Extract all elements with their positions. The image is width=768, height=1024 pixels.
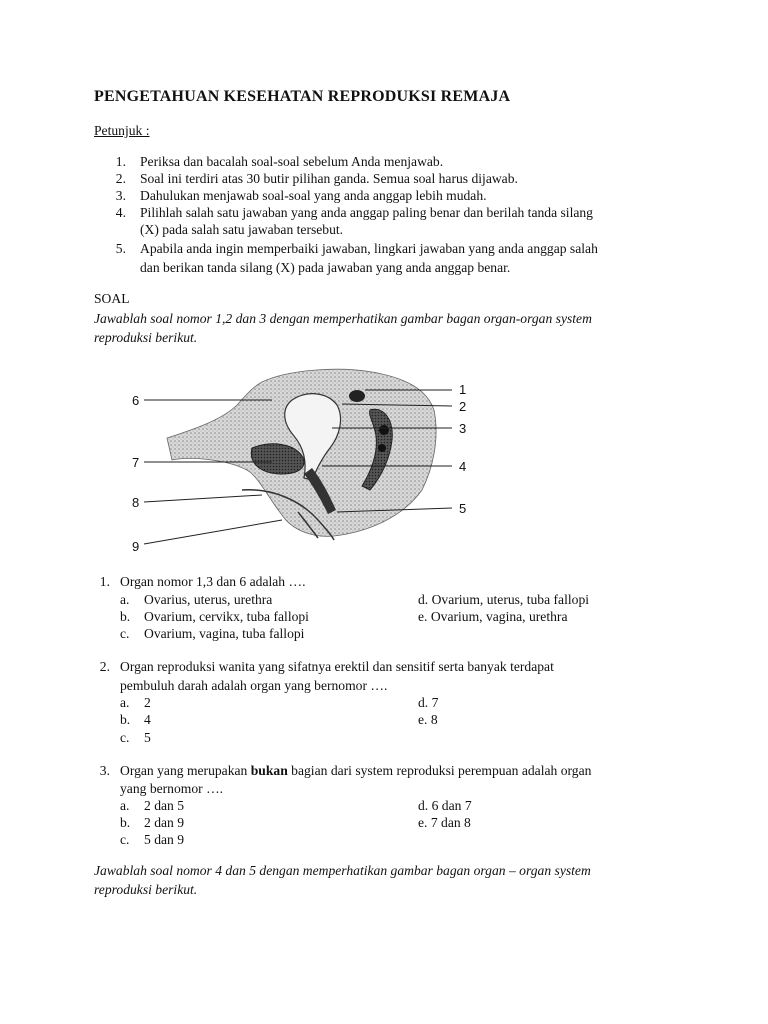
- option-e[interactable]: e. 7 dan 8: [418, 815, 471, 830]
- intro-text-2: Jawablah soal nomor 4 dan 5 dengan memperhatikan gambar bagan organ – organ system: [94, 863, 591, 878]
- question-text: yang bernomor ….: [120, 781, 224, 796]
- option-letter: a.: [120, 592, 130, 607]
- option-letter: a.: [120, 695, 130, 710]
- intro-text-2b: reproduksi berikut.: [94, 882, 198, 897]
- instruction-text: (X) pada salah satu jawaban tersebut.: [140, 222, 344, 237]
- diagram-label-8: 8: [132, 495, 140, 510]
- option-b[interactable]: Ovarium, cervikx, tuba fallopi: [144, 609, 309, 624]
- option-b[interactable]: 4: [144, 712, 151, 727]
- reproductive-organ-diagram: [122, 360, 482, 560]
- question-text: Organ reproduksi wanita yang sifatnya erektil dan sensitif serta banyak terdapat: [120, 659, 554, 674]
- intro-text-1b: reproduksi berikut.: [94, 330, 198, 345]
- option-d[interactable]: d. 7: [418, 695, 439, 710]
- instruction-number: 5.: [115, 241, 126, 256]
- option-a[interactable]: 2 dan 5: [144, 798, 185, 813]
- option-c[interactable]: 5: [144, 730, 151, 745]
- option-b[interactable]: 2 dan 9: [144, 815, 185, 830]
- option-d[interactable]: d. Ovarium, uterus, tuba fallopi: [418, 592, 590, 607]
- instruction-text: Periksa dan bacalah soal-soal sebelum Anda menjawab.: [140, 154, 444, 169]
- question-keyword: bukan: [250, 763, 288, 778]
- instruction-number: 2.: [115, 171, 126, 186]
- option-d[interactable]: d. 6 dan 7: [418, 798, 472, 813]
- diagram-label-2: 2: [459, 399, 467, 414]
- option-c[interactable]: 5 dan 9: [144, 832, 185, 847]
- option-a[interactable]: 2: [144, 695, 151, 710]
- diagram-label-5: 5: [459, 501, 467, 516]
- page-title: PENGETAHUAN KESEHATAN REPRODUKSI REMAJA: [94, 88, 511, 105]
- diagram-label-9: 9: [132, 539, 140, 554]
- question-number: 3.: [99, 763, 110, 778]
- intro-text-1: Jawablah soal nomor 1,2 dan 3 dengan memperhatikan gambar bagan organ-organ system: [94, 311, 592, 326]
- instruction-text: Soal ini terdiri atas 30 butir pilihan ganda. Semua soal harus dijawab.: [140, 171, 518, 186]
- instruction-number: 1.: [115, 154, 126, 169]
- question-number: 1.: [99, 574, 110, 589]
- option-e[interactable]: e. 8: [418, 712, 438, 727]
- instruction-number: 3.: [115, 188, 126, 203]
- option-c[interactable]: Ovarium, vagina, tuba fallopi: [144, 626, 305, 641]
- option-e[interactable]: e. Ovarium, vagina, urethra: [418, 609, 568, 624]
- soal-heading: SOAL: [94, 291, 130, 306]
- rectum-dot: [379, 425, 389, 435]
- diagram-label-6: 6: [132, 393, 140, 408]
- instruction-text: Dahulukan menjawab soal-soal yang anda anggap lebih mudah.: [140, 188, 487, 203]
- option-letter: b.: [120, 609, 131, 624]
- diagram-label-7: 7: [132, 455, 140, 470]
- diagram-label-1: 1: [459, 382, 467, 397]
- option-letter: b.: [120, 712, 131, 727]
- option-letter: c.: [120, 832, 130, 847]
- instruction-text: Pilihlah salah satu jawaban yang anda anggap paling benar dan berilah tanda silang: [140, 205, 593, 220]
- question-text-part: bagian dari system reproduksi perempuan adalah organ: [287, 763, 592, 778]
- diagram-label-4: 4: [459, 459, 467, 474]
- option-a[interactable]: Ovarius, uterus, urethra: [144, 592, 273, 607]
- question-number: 2.: [99, 659, 110, 674]
- rectum-dot: [378, 444, 386, 452]
- instructions-heading: Petunjuk :: [94, 123, 150, 138]
- option-letter: c.: [120, 626, 130, 641]
- diagram-label-3: 3: [459, 421, 467, 436]
- question-text: [120, 763, 591, 779]
- instruction-text: dan berikan tanda silang (X) pada jawaban yang anda anggap benar.: [140, 260, 511, 275]
- instruction-number: 4.: [115, 205, 126, 220]
- question-text-part: Organ yang merupakan: [120, 763, 251, 778]
- option-letter: b.: [120, 815, 131, 830]
- ovary-shape: [349, 390, 365, 402]
- instruction-text: Apabila anda ingin memperbaiki jawaban, lingkari jawaban yang anda anggap salah: [140, 241, 598, 256]
- option-letter: c.: [120, 730, 130, 745]
- body-section-shape: [167, 369, 436, 536]
- question-text: Organ nomor 1,3 dan 6 adalah ….: [120, 574, 306, 589]
- option-letter: a.: [120, 798, 130, 813]
- question-text: pembuluh darah adalah organ yang bernomor ….: [120, 678, 388, 693]
